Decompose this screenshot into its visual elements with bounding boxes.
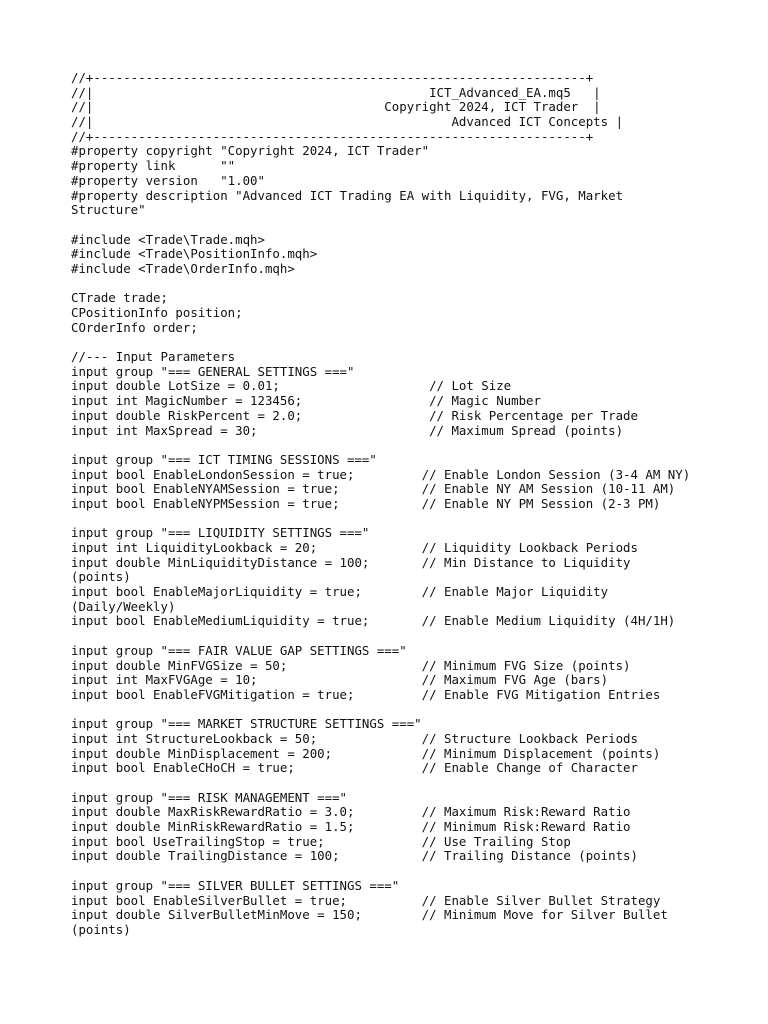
input-enable-ny-am-session: input bool EnableNYAMSession = true; // Enable NY AM Session (10-11 AM) xyxy=(71,481,676,497)
input-silver-bullet-min-move: input double SilverBulletMinMove = 150; // Minimum Move for Silver Bullet xyxy=(71,907,668,923)
blank-line xyxy=(71,864,731,879)
input-min-risk-reward-ratio: input double MinRiskRewardRatio = 1.5; // Minimum Risk:Reward Ratio xyxy=(71,819,631,835)
input-min-fvg-size: input double MinFVGSize = 50; // Minimum FVG Size (points) xyxy=(71,657,631,673)
property-copyright: #property copyright "Copyright 2024, ICT Trader" xyxy=(71,143,430,159)
decl-trade: CTrade trade; xyxy=(71,290,168,306)
blank-line xyxy=(71,218,731,233)
group-ict-timing-sessions: input group "=== ICT TIMING SESSIONS ===" xyxy=(71,451,377,467)
blank-line xyxy=(71,277,731,292)
input-enable-ny-pm-session: input bool EnableNYPMSession = true; // Enable NY PM Session (2-3 PM) xyxy=(71,495,661,511)
header-file-name: //| ICT_Advanced_EA.mq5 | xyxy=(71,84,601,100)
input-enable-major-liquidity-wrap: (Daily/Weekly) xyxy=(71,598,176,614)
property-link: #property link "" xyxy=(71,158,236,174)
input-silver-bullet-min-move-wrap: (points) xyxy=(71,921,131,937)
group-risk-management: input group "=== RISK MANAGEMENT ===" xyxy=(71,789,348,805)
input-enable-fvg-mitigation: input bool EnableFVGMitigation = true; // Enable FVG Mitigation Entries xyxy=(71,686,661,702)
property-description: #property description "Advanced ICT Trading EA with Liquidity, FVG, Market xyxy=(71,187,624,203)
input-liquidity-lookback: input int LiquidityLookback = 20; // Liquidity Lookback Periods xyxy=(71,540,638,555)
blank-line xyxy=(71,703,731,718)
input-enable-silver-bullet: input bool EnableSilverBullet = true; // Enable Silver Bullet Strategy xyxy=(71,892,661,908)
header-description: //| Advanced ICT Concepts | xyxy=(71,114,624,130)
include-position-info: #include <Trade\PositionInfo.mqh> xyxy=(71,246,318,262)
input-max-risk-reward-ratio: input double MaxRiskRewardRatio = 3.0; // Maximum Risk:Reward Ratio xyxy=(71,804,631,820)
code-document xyxy=(71,71,731,938)
input-lot-size: input double LotSize = 0.01; // Lot Size xyxy=(71,378,512,394)
input-structure-lookback: input int StructureLookback = 50; // Structure Lookback Periods xyxy=(71,730,638,746)
decl-position: CPositionInfo position; xyxy=(71,305,243,320)
header-copyright: //| Copyright 2024, ICT Trader | xyxy=(71,99,601,115)
blank-line xyxy=(71,335,731,350)
input-min-liquidity-distance-wrap: (points) xyxy=(71,569,131,585)
header-border-top: //+------------------------------------------------------------------+ xyxy=(71,70,594,85)
group-fair-value-gap-settings: input group "=== FAIR VALUE GAP SETTINGS ===" xyxy=(71,642,407,658)
input-enable-major-liquidity: input bool EnableMajorLiquidity = true; // Enable Major Liquidity xyxy=(71,584,609,600)
blank-line xyxy=(71,776,731,791)
input-risk-percent: input double RiskPercent = 2.0; // Risk Percentage per Trade xyxy=(71,407,638,423)
input-min-displacement: input double MinDisplacement = 200; // Minimum Displacement (points) xyxy=(71,745,661,761)
property-description-wrap: Structure" xyxy=(71,202,146,218)
blank-line xyxy=(71,629,731,644)
group-liquidity-settings: input group "=== LIQUIDITY SETTINGS ===" xyxy=(71,525,370,541)
input-max-spread: input int MaxSpread = 30; // Maximum Spread (points) xyxy=(71,422,624,438)
input-use-trailing-stop: input bool UseTrailingStop = true; // Use Trailing Stop xyxy=(71,833,571,849)
include-trade: #include <Trade\Trade.mqh> xyxy=(71,231,265,247)
input-max-fvg-age: input int MaxFVGAge = 10; // Maximum FVG Age (bars) xyxy=(71,672,609,688)
group-market-structure-settings: input group "=== MARKET STRUCTURE SETTINGS ===" xyxy=(71,716,422,732)
property-version: #property version "1.00" xyxy=(71,172,265,188)
input-enable-medium-liquidity: input bool EnableMediumLiquidity = true; // Enable Medium Liquidity (4H/1H) xyxy=(71,613,676,629)
group-general-settings: input group "=== GENERAL SETTINGS ===" xyxy=(71,363,355,379)
comment-input-parameters: //--- Input Parameters xyxy=(71,349,236,365)
input-enable-choch: input bool EnableCHoCH = true; // Enable Change of Character xyxy=(71,760,638,776)
decl-order: COrderInfo order; xyxy=(71,319,198,335)
blank-line xyxy=(71,438,731,453)
input-enable-london-session: input bool EnableLondonSession = true; // Enable London Session (3-4 AM NY) xyxy=(71,466,691,482)
header-border-bottom: //+------------------------------------------------------------------+ xyxy=(71,128,594,144)
blank-line xyxy=(71,512,731,527)
group-silver-bullet-settings: input group "=== SILVER BULLET SETTINGS ===" xyxy=(71,877,400,893)
input-trailing-distance: input double TrailingDistance = 100; // Trailing Distance (points) xyxy=(71,848,638,864)
input-min-liquidity-distance: input double MinLiquidityDistance = 100; // Min Distance to Liquidity xyxy=(71,554,631,570)
input-magic-number: input int MagicNumber = 123456; // Magic Number xyxy=(71,393,541,409)
include-order-info: #include <Trade\OrderInfo.mqh> xyxy=(71,260,295,276)
